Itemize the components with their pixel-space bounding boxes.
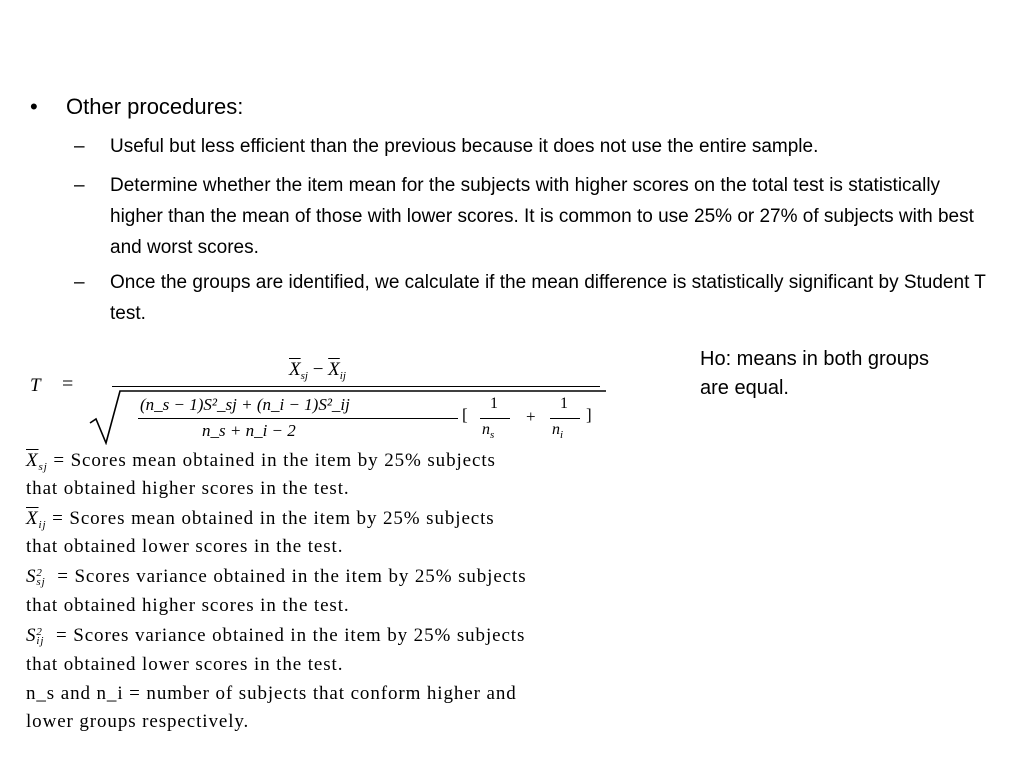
bullet-text: Other procedures: (66, 94, 244, 119)
definition-subscript: sj (36, 575, 46, 588)
definition-line: n_s and n_i = number of subjects that conform higher and (26, 683, 517, 704)
sub-item-text: Once the groups are identified, we calculate if the mean difference is statistically significant by Student T test. (110, 272, 986, 324)
inner-denominator: n_s + n_i − 2 (202, 421, 296, 440)
definition-script (36, 625, 45, 647)
definition-text: = Scores variance obtained in the item by 25% subjects (55, 625, 526, 646)
definition-subscript: sj (38, 461, 48, 473)
definition-line: that obtained higher scores in the test. (26, 478, 350, 499)
definition-subscript: ij (38, 519, 47, 531)
mean-symbol: $\overline{X}$ (289, 359, 301, 380)
bullet-marker: • (30, 94, 38, 119)
denominator-ni: $n_i$ (552, 421, 564, 441)
mean-symbol: $\overline{X}$ (328, 359, 340, 380)
definition-symbol: S (26, 566, 37, 587)
definition-text: = Scores variance obtained in the item by 25% subjects (57, 566, 527, 587)
formula-lhs: T (30, 375, 41, 396)
definition-symbol: S (26, 625, 37, 646)
definition-line: that obtained lower scores in the test. (26, 654, 344, 675)
formula-equals: = (62, 373, 74, 395)
bracket-open: [ (462, 405, 468, 424)
definition-line (26, 566, 526, 588)
numerator-one: 1 (490, 395, 498, 412)
definition-text: = Scores mean obtained in the item by 25% subjects (52, 508, 495, 529)
plus-sign: + (526, 407, 536, 426)
mean-subscript: sj (300, 370, 308, 382)
sub-item-text: Useful but less efficient than the previous because it does not use the entire sample. (110, 136, 819, 157)
dash-marker: – (74, 272, 85, 293)
numerator-one: 1 (560, 395, 568, 412)
definition-line: that obtained higher scores in the test. (26, 595, 350, 616)
small-fraction-bar (550, 418, 580, 419)
definition-symbol: $\overline{X}$ (26, 508, 39, 529)
sub-item-text: Determine whether the item mean for the subjects with higher scores on the total test is statistically higher than the mean of those with lower scores. It is common to use 25% or 27% of subjects with best and worst scores. (110, 175, 974, 258)
definition-superscript: 2 (36, 625, 43, 638)
hypothesis-note: Ho: means in both groups are equal. (700, 348, 930, 399)
mean-subscript: ij (339, 370, 346, 382)
inner-numerator: (n_s − 1)S²_sj + (n_i − 1)S²_ij (140, 395, 350, 414)
minus-sign: − (312, 359, 324, 380)
dash-marker: – (74, 136, 85, 157)
definition-text: = Scores mean obtained in the item by 25% subjects (53, 450, 496, 471)
definition-superscript: 2 (36, 566, 43, 579)
definition-script (36, 566, 46, 588)
definition-subscript: ij (36, 634, 45, 647)
dash-marker: – (74, 175, 85, 196)
definition-line (26, 625, 525, 647)
inner-fraction-bar (138, 418, 458, 419)
small-fraction-bar (480, 418, 510, 419)
denominator-ns: $n_s$ (482, 421, 495, 441)
t-test-formula (24, 355, 624, 455)
definition-line: lower groups respectively. (26, 711, 250, 732)
definition-line (26, 508, 495, 531)
definition-line: that obtained lower scores in the test. (26, 536, 344, 557)
definition-line (26, 450, 496, 473)
definition-symbol: $\overline{X}$ (26, 450, 39, 471)
bracket-close: ] (586, 405, 592, 424)
formula-numerator (289, 359, 346, 382)
